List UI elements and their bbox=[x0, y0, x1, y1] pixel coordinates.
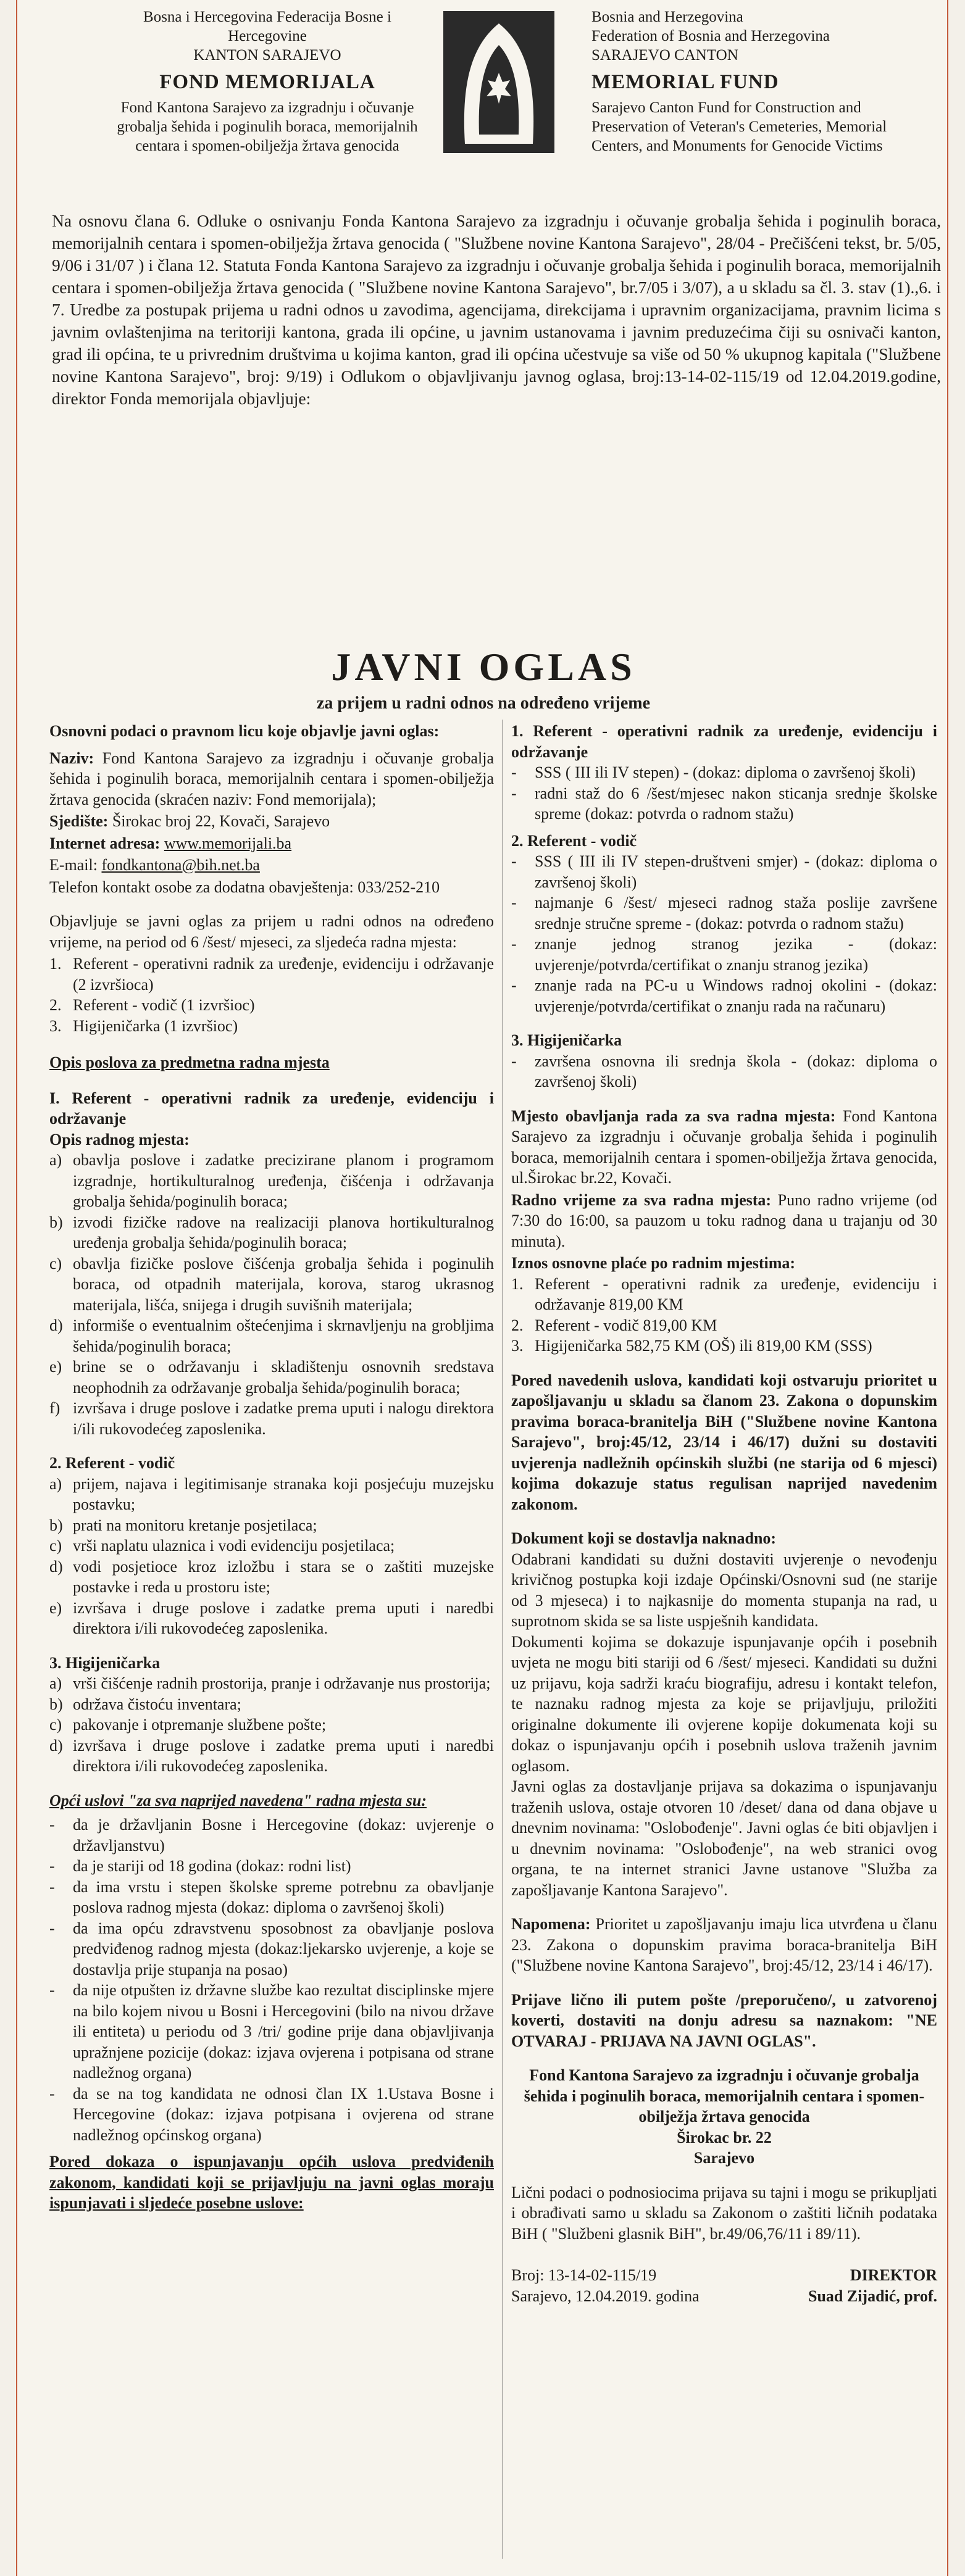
list-item bbox=[511, 783, 937, 825]
list-item bbox=[49, 1980, 494, 2084]
list-item-text: završena osnovna ili srednja škola - (dokaz: diploma o završenoj školi) bbox=[535, 1052, 937, 1091]
list-item-text: informiše o eventualnim oštećenjima i skrnavljenju na grobljima šehida/poginulih boraca; bbox=[73, 1316, 494, 1355]
list-item bbox=[49, 2084, 494, 2146]
radno-vrijeme-text: Puno radno vrijeme (od 7:30 do 16:00, sa pauzom u toku radnog dana u trajanju od 30 minuta). bbox=[511, 1190, 938, 1250]
list-item-text: SSS ( III ili IV stepen) - (dokaz: diploma o završenoj školi) bbox=[535, 763, 916, 781]
placa-heading: Iznos osnovne plaće po radnim mjestima: bbox=[511, 1254, 796, 1272]
list-item-marker: 1. bbox=[511, 1274, 524, 1293]
broj-text: Broj: 13-14-02-115/19 bbox=[511, 2266, 657, 2284]
list-item-marker: b) bbox=[49, 1695, 63, 1713]
naziv-paragraph bbox=[49, 748, 494, 810]
list-item-marker: c) bbox=[49, 1254, 62, 1273]
list-item-marker: e) bbox=[49, 1358, 62, 1376]
memorial-fund-logo bbox=[443, 11, 554, 153]
list-item bbox=[49, 1515, 494, 1536]
list-item bbox=[49, 954, 494, 995]
list-item bbox=[49, 1357, 494, 1398]
list-item-text: da je državljanin Bosne i Hercegovine (dokaz: uvjerenje o državljanstvu) bbox=[73, 1816, 494, 1855]
sjediste-paragraph bbox=[49, 811, 494, 832]
list-item bbox=[49, 1150, 494, 1212]
napomena-paragraph bbox=[511, 1914, 937, 1976]
radno-vrijeme-paragraph bbox=[511, 1190, 937, 1252]
list-item-marker: - bbox=[49, 1919, 55, 1937]
header-left-line3: KANTON SARAJEVO bbox=[193, 47, 341, 64]
email-label: E-mail: bbox=[49, 856, 98, 874]
header-right-line2: Federation of Bosnia and Herzegovina bbox=[591, 28, 830, 44]
list-item-marker: a) bbox=[49, 1474, 62, 1493]
list-item-marker: - bbox=[49, 1981, 55, 1999]
list-item bbox=[511, 1274, 937, 1315]
intro-paragraph: Na osnovu člana 6. Odluke o osnivanju Fonda Kantona Sarajevo za izgradnju i očuvanje grobalja šehida i poginulih boraca, memorijalnih centara i spomen-obilježja žrtava genocida ( "Službene novine Kantona Sarajevo", 28/04 - Prečišćeni tekst, br. 5/05, 9/06 i 31/07 ) i člana 12. Statuta Fonda Kantona Sarajevo za izgradnju i očuvanje grobalja šehida i poginulih boraca, memorijalnih centara i spomen-obilježja žrtava genocida ( "Službene novine Kantona Sarajevo", br.7/05 i 3/07), a u skladu sa čl. 3. stav (1).,6. i 7. Uredbe za postupak prijema u radni odnos u zavodima, agencijama, direkcijama i upravnim organizacijama, pravnim licima s javnim ovlaštenjima na teritoriji kantona, grada ili općine, u javnim ustanovama i javnim preduzećima čiji su osnivači kanton, grad ili općina, te u privrednim društvima u kojima kanton, grad ili općina učestvuje sa više od 50 % ukupnog kapitala ("Službene novine Kantona Sarajevo", broj: 9/19) i Odlukom o objavljivanju javnog oglasa, broj:13-14-02-115/19 od 12.04.2019.godine, direktor Fonda memorijala objavljuje: bbox=[52, 211, 941, 408]
list-item-marker: 3. bbox=[511, 1337, 524, 1355]
prioritet-paragraph: Pored navedenih uslova, kandidati koji ostvaruju prioritet u zapošljavanju u skladu sa članom 23. Zakona o dopunskim pravima boraca-branitelja BiH ("Službene novine Kantona Sarajevo", broj:45/12, 23/14 i 46/17) dužni su dostaviti uvjerenja nadležnih općinskih službi (ne starija od 6 mjesci) kojima dokazuje status regulisan naprijed navedenim zakonom. bbox=[511, 1371, 937, 1513]
list-item-text: Referent - vodič 819,00 KM bbox=[535, 1316, 717, 1334]
list-item-text: vodi posjetioce kroz izložbu i stara se o zaštiti muzejske postavke i reda u prostoru iste; bbox=[73, 1557, 494, 1596]
pos3-title: 3. Higijeničarka bbox=[511, 1031, 622, 1049]
list-item-marker: 2. bbox=[49, 996, 62, 1014]
napomena-label: Napomena: bbox=[511, 1915, 591, 1933]
list-item bbox=[511, 1051, 937, 1092]
list-item bbox=[511, 762, 937, 783]
header-right-title: MEMORIAL FUND bbox=[591, 71, 779, 93]
rok-paragraph: Javni oglas za dostavljanje prijava sa dokazima o ispunjavanju traženih uslova, ostaje otvoren 10 /deset/ dana od dana objave u dnevnim novinama: "Oslobođenje". Javni oglas će biti objavljen i u dnevnim novinama: "Oslobođenje", na web stranici ovog organa, te na internet stranici Javne ustanove "Služba za zapošljavanje Kantona Sarajevo". bbox=[511, 1777, 937, 1899]
mjesto-text: Fond Kantona Sarajevo za izgradnju i očuvanje grobalja šehida i poginulih boraca, memorijalnih centara i spomen-obilježja žrtava genocida, ul.Širokac br.22, Kovači. bbox=[511, 1107, 938, 1187]
list-item-marker: d) bbox=[49, 1736, 63, 1755]
list-item bbox=[49, 1253, 494, 1316]
list-item-marker: - bbox=[49, 1877, 55, 1896]
naziv-label: Naziv: bbox=[49, 749, 94, 767]
list-item-text: izvršava i druge poslove i zadatke prema uputi i naredbi direktora i/ili rukovodećeg zaposlenika. bbox=[73, 1736, 494, 1775]
list-item-marker: a) bbox=[49, 1151, 62, 1169]
list-item-marker: - bbox=[511, 852, 517, 870]
list-item-marker: - bbox=[511, 763, 517, 781]
header-right-line1: Bosnia and Herzegovina bbox=[591, 9, 743, 25]
list-item bbox=[49, 1918, 494, 1980]
naziv-text: Fond Kantona Sarajevo za izgradnju i očuvanje grobalja šehida i poginulih boraca, memorijalnih centara i spomen-obilježja žrtava genocida (skraćen naziv: Fond memorijala); bbox=[49, 749, 495, 808]
prijave-paragraph: Prijave lično ili putem pošte /preporučeno/, u zatvorenoj koverti, dostaviti na donju adresu sa naznakom: "NE OTVARAJ - PRIJAVA NA JAVNI OGLAS". bbox=[511, 1990, 937, 2050]
list-item-marker: f) bbox=[49, 1399, 61, 1417]
list-item bbox=[49, 1694, 494, 1715]
list-item-text: SSS ( III ili IV stepen-društveni smjer) - (dokaz: diploma o završenoj školi) bbox=[535, 852, 937, 891]
job3-list bbox=[49, 1673, 494, 1777]
licni-podaci-paragraph: Lični podaci o podnosiocima prijava su tajni i mogu se prikupljati i obrađivati samo u skladu sa Zakonom o zaštiti ličnih podataka BiH ( "Službeni glasnik BiH", br.49/06,76/11 i 89/11). bbox=[511, 2183, 937, 2243]
list-item bbox=[49, 1474, 494, 1515]
list-item-marker: e) bbox=[49, 1598, 62, 1617]
pos1-list bbox=[511, 762, 937, 825]
job2-list bbox=[49, 1474, 494, 1639]
list-item bbox=[511, 934, 937, 975]
list-item-text: izvodi fizičke radove na realizaciji planova hortikulturalnog uređenja grobalja šehida/poginulih boraca; bbox=[73, 1213, 494, 1252]
web-paragraph bbox=[49, 833, 494, 854]
list-item bbox=[49, 1315, 494, 1357]
list-item-text: održava čistoću inventara; bbox=[73, 1695, 241, 1713]
date-text: Sarajevo, 12.04.2019. godina bbox=[511, 2287, 700, 2305]
basic-info-heading: Osnovni podaci o pravnom licu koje objavlje javni oglas: bbox=[49, 722, 440, 740]
email-paragraph bbox=[49, 855, 494, 876]
list-item-text: Referent - operativni radnik za uređenje, evidenciju i održavanje 819,00 KM bbox=[535, 1274, 937, 1313]
document-page bbox=[16, 0, 948, 2576]
header-left bbox=[104, 7, 431, 156]
pos2-title: 2. Referent - vodič bbox=[511, 831, 637, 850]
list-item-text: da je stariji od 18 godina (dokaz: rodni list) bbox=[73, 1857, 351, 1875]
list-item-marker: a) bbox=[49, 1674, 62, 1692]
list-item bbox=[49, 1016, 494, 1037]
reference-block bbox=[511, 2265, 700, 2306]
list-item bbox=[49, 1598, 494, 1639]
mjesto-label: Mjesto obavljanja rada za sva radna mjesta: bbox=[511, 1107, 836, 1125]
job1-subheading: Opis radnog mjesta: bbox=[49, 1130, 190, 1149]
list-item bbox=[49, 1814, 494, 1856]
list-item bbox=[49, 1877, 494, 1918]
list-item-text: radni staž do 6 /šest/mjesec nakon sticanja srednje školske spreme (dokaz: potvrda o radnom stažu) bbox=[535, 784, 937, 823]
opis-heading: Opis poslova za predmetna radna mjesta bbox=[49, 1053, 330, 1071]
address-city: Sarajevo bbox=[693, 2149, 755, 2167]
list-item-marker: - bbox=[511, 935, 517, 953]
list-item-marker: - bbox=[511, 784, 517, 802]
header-right bbox=[591, 7, 937, 156]
list-item-marker: c) bbox=[49, 1537, 62, 1555]
list-item bbox=[511, 975, 937, 1016]
director-name: Suad Zijadić, prof. bbox=[808, 2287, 937, 2305]
right-column bbox=[511, 721, 937, 2306]
job1-title: I. Referent - operativni radnik za uređenje, evidenciju i održavanje bbox=[49, 1089, 494, 1128]
list-item-text: da se na tog kandidata ne odnosi član IX 1.Ustava Bosne i Hercegovine (dokaz: izjava potpisana i ovjerena od strane nadležnog općinskog organa) bbox=[73, 2084, 494, 2144]
list-item-marker: d) bbox=[49, 1316, 63, 1334]
left-column bbox=[49, 721, 494, 2220]
list-item-marker: b) bbox=[49, 1213, 63, 1231]
list-item-text: najmanje 6 /šest/ mjeseci radnog staža poslije završene srednje stručne spreme - (dokaz: potvrda o radnom stažu) bbox=[535, 894, 937, 933]
address-block bbox=[511, 2065, 937, 2127]
header-left-line2: Hercegovine bbox=[228, 28, 307, 44]
pos1-title: 1. Referent - operativni radnik za uređenje, evidenciju i održavanje bbox=[511, 722, 937, 761]
list-item-marker: 3. bbox=[49, 1016, 62, 1035]
objavljuje-paragraph: Objavljuje se javni oglas za prijem u radni odnos na određeno vrijeme, na period od 6 /šest/ mjeseci, za sljedeća radna mjesta: bbox=[49, 912, 494, 951]
web-link[interactable]: www.memorijali.ba bbox=[164, 834, 292, 852]
list-item-text: znanje rada na PC-u u Windows radnoj okolini - (dokaz: uvjerenje/potvrda/certifikat o znanju rada na računaru) bbox=[535, 976, 937, 1015]
sjediste-text: Širokac broj 22, Kovači, Sarajevo bbox=[112, 812, 330, 830]
list-item bbox=[49, 1673, 494, 1694]
placa-list bbox=[511, 1274, 937, 1357]
list-item-text: prijem, najava i legitimisanje stranaka koji posjećuju muzejsku postavku; bbox=[73, 1474, 494, 1513]
opci-uslovi-heading: Opći uslovi "za sva naprijed navedena" radna mjesta su: bbox=[49, 1791, 427, 1809]
oglas-subtitle: za prijem u radni odnos na određeno vrijeme bbox=[316, 694, 651, 713]
list-item-text: pakovanje i otpremanje službene pošte; bbox=[73, 1716, 327, 1734]
list-item bbox=[49, 1735, 494, 1777]
list-item-text: znanje jednog stranog jezika - (dokaz: uvjerenje/potvrda/certifikat o znanju stranog jezika) bbox=[535, 935, 937, 974]
dokument-paragraph: Odabrani kandidati su dužni dostaviti uvjerenje o nevođenju krivičnog postupka koji izdaje Općinski/Osnovni sud (ne starije od 3 mjeseca) i to najkasnije do momenta stupanja na rad, u suprotnom skida se sa liste uspješnih kandidata. bbox=[511, 1550, 937, 1630]
closing-paragraph: Pored dokaza o ispunjavanju općih uslova predviđenih zakonom, kandidati koji se prijavljuju na javni oglas moraju ispunjavati i sljedeće posebne uslove: bbox=[49, 2153, 494, 2212]
list-item-marker: 1. bbox=[49, 955, 62, 973]
list-item-marker: - bbox=[511, 1052, 517, 1070]
list-item-text: Higijeničarka (1 izvršioc) bbox=[73, 1016, 238, 1035]
list-item-text: da ima vrstu i stepen školske spreme potrebnu za obavljanje poslova radnog mjesta (dokaz: diploma o završenoj školi) bbox=[73, 1877, 494, 1916]
list-item-marker: - bbox=[49, 1816, 55, 1834]
header-left-desc: Fond Kantona Sarajevo za izgradnju i očuvanje grobalja šehida i poginulih boraca, memorijalnih centara i spomen-obilježja žrtava genocida bbox=[117, 99, 418, 154]
list-item-text: izvršava i druge poslove i zadatke prema uputi i naredbi direktora i/ili rukovodećeg zaposlenika. bbox=[73, 1598, 494, 1637]
positions-list bbox=[49, 954, 494, 1036]
list-item-marker: b) bbox=[49, 1516, 63, 1534]
web-label: Internet adresa: bbox=[49, 834, 161, 852]
list-item-text: Referent - vodič (1 izvršioc) bbox=[73, 996, 255, 1014]
list-item-marker: c) bbox=[49, 1716, 62, 1734]
list-item-marker: 2. bbox=[511, 1316, 524, 1334]
address-street: Širokac br. 22 bbox=[677, 2128, 772, 2146]
list-item bbox=[511, 1336, 937, 1357]
napomena-text: Prioritet u zapošljavanju imaju lica utvrđena u članu 23. Zakona o dopunskim pravima boraca-branitelja BiH ("Službene novine Kantona Sarajevo", broj:45/12, 23/14 i 46/17). bbox=[511, 1915, 938, 1974]
header-right-desc: Sarajevo Canton Fund for Construction and Preservation of Veteran's Cemeteries, Memorial Centers, and Monuments for Genocide Victims bbox=[591, 99, 887, 154]
list-item-text: prati na monitoru kretanje posjetilaca; bbox=[73, 1516, 317, 1534]
list-item-text: da ima opću zdravstvenu sposobnost za obavljanje poslova predviđenog radnog mjesta (dokaz:ljekarsko uvjerenje, a koje se dostavlja prije stupanja na posao) bbox=[73, 1919, 494, 1979]
email-link[interactable]: fondkantona@bih.net.ba bbox=[101, 856, 260, 874]
list-item-text: obavlja poslove i zadatke precizirane planom i programom izgradnje, hortikulturalnog uređenja, čišćenja i održavanja grobalja šehida/poginulih boraca; bbox=[73, 1151, 494, 1210]
phone-paragraph: Telefon kontakt osobe za dodatna obavještenja: 033/252-210 bbox=[49, 878, 440, 896]
list-item-text: obavlja fizičke poslove čišćenja grobalja šehida i poginulih boraca, od otpadnih materijala, korova, starog ukrasnog materijala, lišća, snijega i drugih suvišnih materijala; bbox=[73, 1254, 494, 1314]
radno-vrijeme-label: Radno vrijeme za sva radna mjesta: bbox=[511, 1190, 772, 1209]
job3-title: 3. Higijeničarka bbox=[49, 1653, 161, 1672]
mjesto-paragraph bbox=[511, 1106, 937, 1189]
header-left-title: FOND MEMORIJALA bbox=[159, 71, 375, 93]
list-item bbox=[511, 851, 937, 892]
header-left-line1: Bosna i Hercegovina Federacija Bosne i bbox=[143, 9, 391, 25]
list-item bbox=[49, 1556, 494, 1598]
pos3-list bbox=[511, 1051, 937, 1092]
list-item-marker: d) bbox=[49, 1557, 63, 1576]
oglas-title: JAVNI OGLAS bbox=[331, 645, 636, 689]
pos2-list bbox=[511, 851, 937, 1016]
list-item bbox=[49, 1398, 494, 1439]
list-item bbox=[49, 995, 494, 1016]
list-item-marker: - bbox=[511, 976, 517, 994]
list-item-marker: - bbox=[49, 2084, 55, 2103]
list-item-text: brine se o održavanju i skladištenju osnovnih sredstava neophodnih za održavanje grobalja šehida/poginulih boraca; bbox=[73, 1358, 494, 1397]
sjediste-label: Sjedište: bbox=[49, 812, 109, 830]
list-item-text: vrši naplatu ulaznica i vodi evidenciju posjetilaca; bbox=[73, 1537, 395, 1555]
director-label: DIREKTOR bbox=[850, 2266, 937, 2284]
list-item bbox=[511, 892, 937, 934]
list-item-marker: - bbox=[511, 894, 517, 912]
job2-title: 2. Referent - vodič bbox=[49, 1454, 175, 1472]
list-item-text: izvršava i druge poslove i zadatke prema uputi i nalogu direktora i/ili rukovodećeg zaposlenika. bbox=[73, 1399, 494, 1438]
signature-block bbox=[511, 2265, 937, 2306]
dokument-heading: Dokument koji se dostavlja naknadno: bbox=[511, 1529, 777, 1547]
list-item bbox=[49, 1714, 494, 1735]
header-right-line3: SARAJEVO CANTON bbox=[591, 47, 738, 64]
director-block bbox=[808, 2265, 937, 2306]
list-item bbox=[49, 1535, 494, 1556]
list-item bbox=[511, 1315, 937, 1336]
list-item-text: vrši čišćenje radnih prostorija, pranje i održavanje nus prostorija; bbox=[73, 1674, 491, 1692]
dokumenti-paragraph: Dokumenti kojima se dokazuje ispunjavanje općih i posebnih uvjeta ne mogu biti stariji od 6 /šest/ mjeseci. Kandidati su dužni uz prijavu, koja sadrži kraću biografiju, adresu i kontakt telefon, te naznaku radnog mjesta za koje se prijavljuju, priložiti originalne dokumente ili ovjerene kopije dokumenata koji su dokaz o ispunjavanju općih i posebnih uslova traženih javnim oglasom. bbox=[511, 1632, 937, 1775]
list-item-text: Higijeničarka 582,75 KM (OŠ) ili 819,00 KM (SSS) bbox=[535, 1337, 872, 1355]
list-item bbox=[49, 1856, 494, 1877]
job1-list bbox=[49, 1150, 494, 1439]
list-item-text: da nije otpušten iz državne službe kao rezultat disciplinske mjere na bilo kojem nivou u Bosni i Hercegovini (bilo na nivou države ili entiteta) u periodu od 3 /tri/ godine prije dana objavljivanja upražnjene pozicije (dokaz: izjava ovjerena i potpisana od strane nadležnog organa) bbox=[73, 1981, 494, 2082]
address-org: Fond Kantona Sarajevo za izgradnju i očuvanje grobalja šehida i poginulih boraca, memorijalnih centara i spomen-obilježja žrtava genocida bbox=[524, 2066, 925, 2125]
list-item bbox=[49, 1212, 494, 1253]
list-item-text: Referent - operativni radnik za uređenje, evidenciju i održavanje (2 izvršioca) bbox=[73, 955, 494, 994]
list-item-marker: - bbox=[49, 1857, 55, 1875]
opci-uslovi-list bbox=[49, 1814, 494, 2145]
